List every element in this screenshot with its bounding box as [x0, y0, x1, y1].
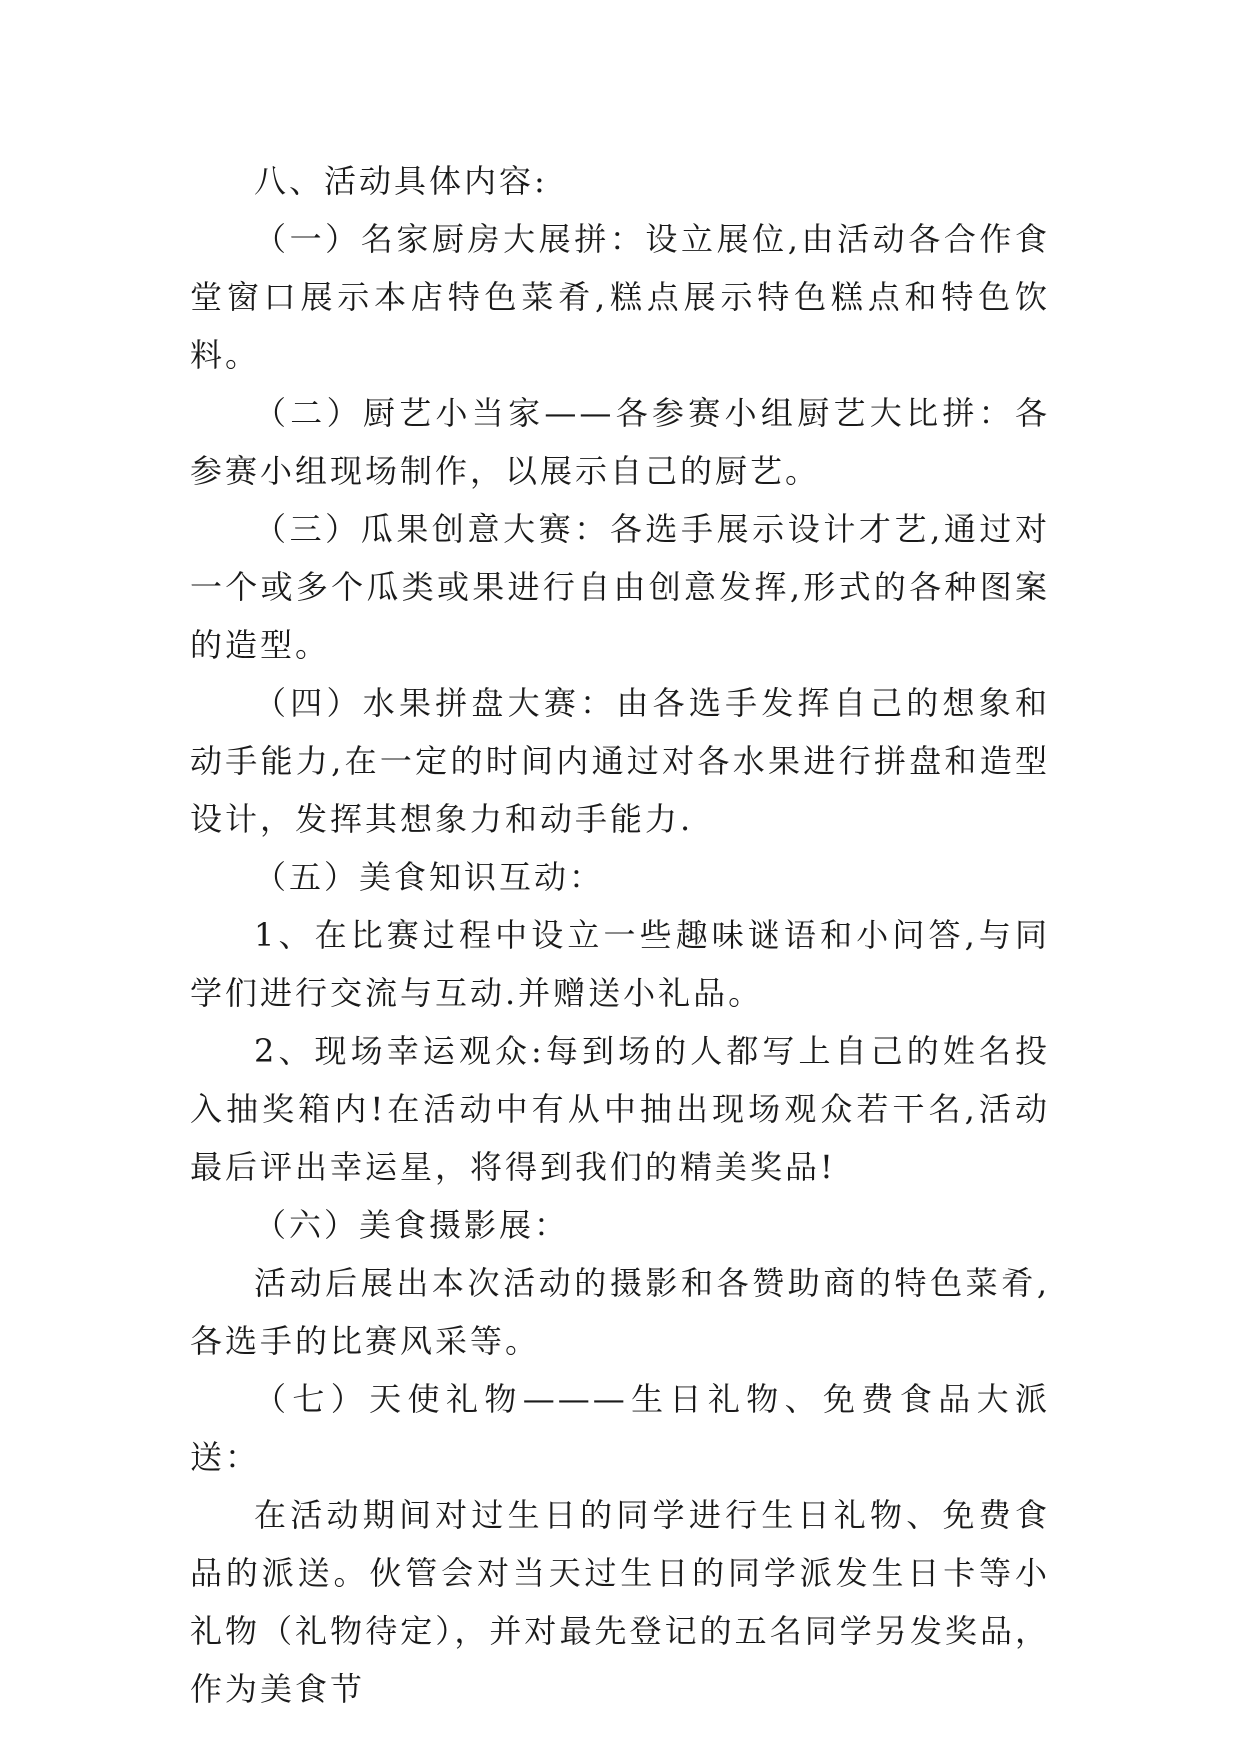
paragraph-item-7: （七）天使礼物———生日礼物、免费食品大派送：: [190, 1380, 1050, 1476]
paragraph-sub-2: 2、现场幸运观众:每到场的人都写上自己的姓名投入抽奖箱内!在活动中有从中抽出现场观众若干名,活动最后评出幸运星，将得到我们的精美奖品!: [190, 1032, 1050, 1186]
paragraph-item-6-body: 活动后展出本次活动的摄影和各赞助商的特色菜肴,各选手的比赛风采等。: [190, 1264, 1050, 1360]
paragraph-item-4: （四）水果拼盘大赛：由各选手发挥自己的想象和动手能力,在一定的时间内通过对各水果进行拼盘和造型设计，发挥其想象力和动手能力.: [190, 684, 1050, 838]
paragraph-sub-1: 1、在比赛过程中设立一些趣味谜语和小问答,与同学们进行交流与互动.并赠送小礼品。: [190, 916, 1050, 1012]
section-heading: 八、活动具体内容:: [254, 162, 548, 200]
paragraph-item-6: （六）美食摄影展：: [254, 1206, 570, 1244]
document-body: [190, 152, 1050, 1718]
paragraph-item-3: （三）瓜果创意大赛：各选手展示设计才艺,通过对一个或多个瓜类或果进行自由创意发挥,形式的各种图案的造型。: [190, 510, 1050, 664]
paragraph-item-1: （一）名家厨房大展拼：设立展位,由活动各合作食堂窗口展示本店特色菜肴,糕点展示特色糕点和特色饮料。: [190, 220, 1050, 374]
paragraph-item-5: （五）美食知识互动：: [254, 858, 605, 896]
paragraph-item-2: （二）厨艺小当家——各参赛小组厨艺大比拼：各参赛小组现场制作，以展示自己的厨艺。: [190, 394, 1050, 490]
paragraph-item-7-body: 在活动期间对过生日的同学进行生日礼物、免费食品的派送。伙管会对当天过生日的同学派发生日卡等小礼物（礼物待定），并对最先登记的五名同学另发奖品，作为美食节: [190, 1496, 1050, 1708]
